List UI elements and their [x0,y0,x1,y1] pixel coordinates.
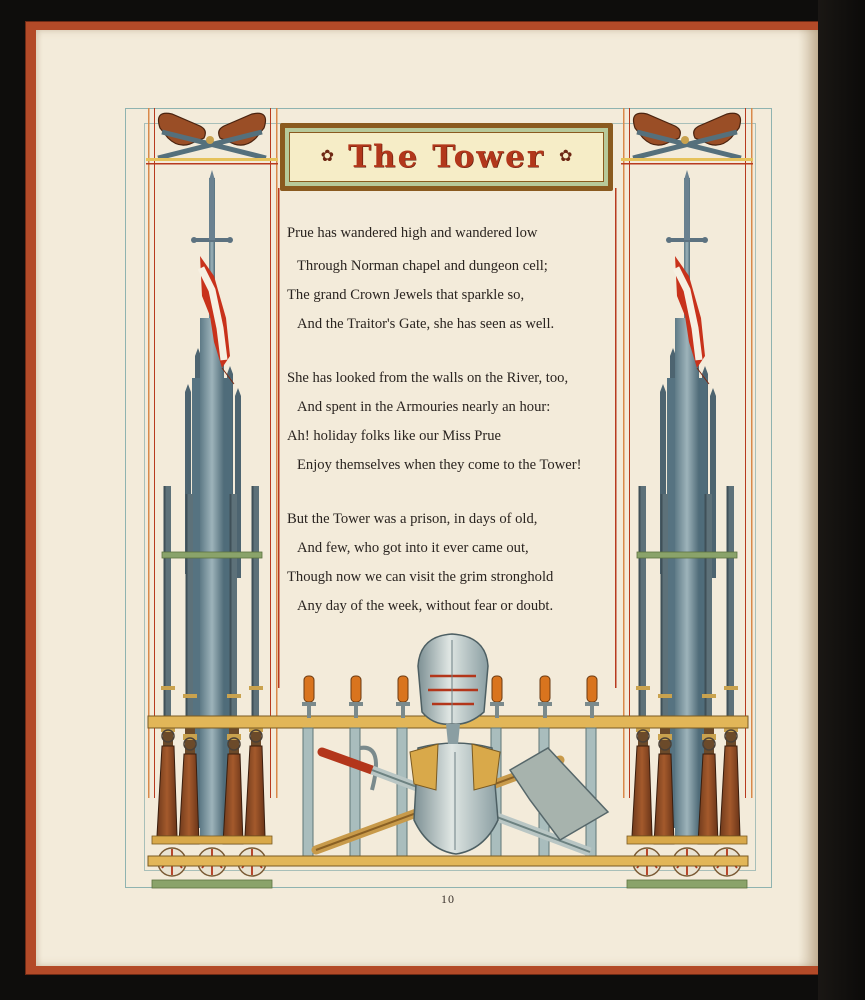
poem-line: Any day of the week, without fear or doubt. [297,598,554,614]
poem-line: She has looked from the walls on the River, too, [287,370,569,386]
poem-line: But the Tower was a prison, in days of old, [287,511,538,527]
poem-line: And spent in the Armouries nearly an hour: [297,399,551,415]
poem-line: And few, who got into it ever came out, [297,540,529,556]
right-weapon-stack [621,108,753,888]
title-panel [280,123,613,191]
breastplate [410,743,500,854]
rosette-right-icon: ✿ [559,148,573,165]
poem-line: And the Traitor's Gate, she has seen as well. [297,316,555,332]
page-number: 10 [441,892,455,906]
poem-line: Ah! holiday folks like our Miss Prue [287,428,502,444]
poem-line: Enjoy themselves when they come to the Tower! [297,457,582,473]
poem-line: Prue has wandered high and wandered low [287,225,538,241]
poem-line: Though now we can visit the grim stronghold [287,569,554,585]
page-title: The Tower [347,139,546,175]
rosette-left-icon: ✿ [320,148,334,165]
poem-line: The grand Crown Jewels that sparkle so, [287,287,525,303]
left-weapon-stack [146,108,278,888]
poem-line: Through Norman chapel and dungeon cell; [297,258,548,274]
